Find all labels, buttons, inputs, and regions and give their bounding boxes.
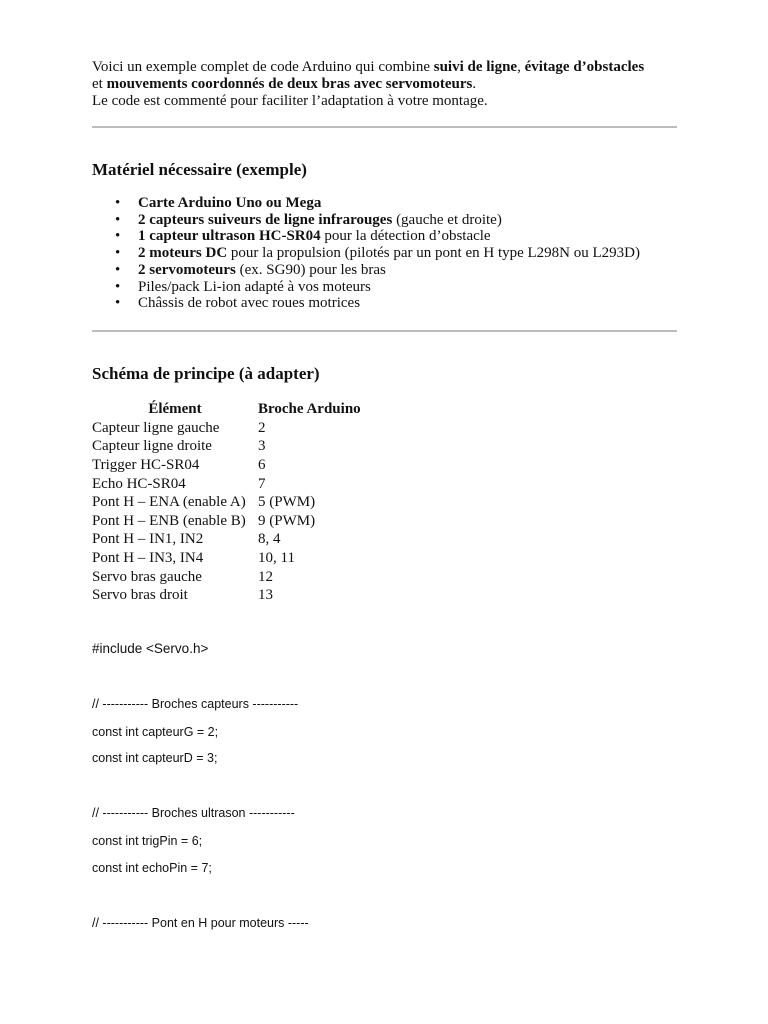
list-item: • 2 moteurs DC pour la propulsion (pilotés par un pont en H type L298N ou L293D) — [115, 245, 641, 262]
horizontal-rule — [92, 126, 677, 128]
table-row — [92, 586, 361, 605]
intro-line-2: et mouvements coordonnés de deux bras avec servomoteurs. — [92, 76, 477, 92]
code-comment-capteurs: // ----------- Broches capteurs ----------- — [92, 697, 299, 711]
bullet-icon: • — [115, 295, 121, 312]
table-row — [92, 438, 361, 457]
intro-paragraph — [92, 59, 677, 110]
pin-table — [92, 400, 361, 605]
table-row — [92, 512, 361, 531]
cell-broche: 12 — [258, 568, 273, 585]
section-title-materiel: Matériel nécessaire (exemple) — [92, 160, 307, 179]
cell-element: Pont H – IN1, IN2 — [92, 531, 204, 548]
cell-broche: 2 — [258, 419, 266, 436]
bullet-icon: • — [115, 278, 121, 295]
cell-broche: 8, 4 — [258, 531, 281, 548]
list-item: • Piles/pack Li-ion adapté à vos moteurs — [115, 278, 371, 295]
column-header-element: Élément — [148, 401, 202, 417]
table-row — [92, 475, 361, 494]
table-row — [92, 493, 361, 512]
code-line-capteurD: const int capteurD = 3; — [92, 751, 218, 765]
table-row — [92, 549, 361, 568]
intro-line-3: Le code est commenté pour faciliter l’adaptation à votre montage. — [92, 93, 488, 109]
code-comment-ultrason: // ----------- Broches ultrason ----------- — [92, 806, 295, 820]
cell-broche: 6 — [258, 456, 266, 473]
bullet-icon: • — [115, 261, 121, 278]
bullet-icon: • — [115, 228, 121, 245]
code-comment-pont: // ----------- Pont en H pour moteurs ----- — [92, 916, 309, 930]
cell-broche: 9 (PWM) — [258, 512, 316, 529]
cell-broche: 10, 11 — [258, 549, 295, 566]
list-item: • 2 servomoteurs (ex. SG90) pour les bras — [115, 261, 386, 278]
table-row — [92, 568, 361, 587]
cell-element: Capteur ligne droite — [92, 438, 212, 455]
intro-line-1: Voici un exemple complet de code Arduino qui combine suivi de ligne, évitage d’obstacles — [92, 59, 645, 75]
cell-element: Echo HC-SR04 — [92, 475, 186, 492]
cell-element: Trigger HC-SR04 — [92, 456, 200, 473]
bullet-icon: • — [115, 195, 121, 211]
table-row — [92, 531, 361, 550]
code-line-echo: const int echoPin = 7; — [92, 861, 212, 875]
cell-broche: 13 — [258, 587, 273, 604]
list-item: • 2 capteurs suiveurs de ligne infrarouges (gauche et droite) — [115, 211, 502, 228]
code-line-capteurG: const int capteurG = 2; — [92, 725, 219, 739]
column-header-broche: Broche Arduino — [258, 401, 361, 417]
list-item: • Carte Arduino Uno ou Mega — [115, 195, 322, 211]
table-row — [92, 419, 361, 438]
code-line-include: #include <Servo.h> — [92, 641, 209, 656]
list-item: • 1 capteur ultrason HC-SR04 pour la détection d’obstacle — [115, 228, 491, 245]
table-header-row — [92, 400, 361, 419]
cell-broche: 5 (PWM) — [258, 494, 316, 511]
cell-broche: 7 — [258, 475, 266, 492]
materiel-list — [92, 195, 640, 312]
cell-element: Pont H – ENA (enable A) — [92, 494, 246, 511]
code-line-trig: const int trigPin = 6; — [92, 834, 203, 848]
cell-element: Servo bras gauche — [92, 568, 202, 585]
section-title-schema: Schéma de principe (à adapter) — [92, 364, 320, 383]
horizontal-rule — [92, 330, 677, 332]
cell-element: Pont H – IN3, IN4 — [92, 549, 204, 566]
cell-broche: 3 — [258, 438, 266, 455]
bullet-icon: • — [115, 245, 121, 262]
cell-element: Pont H – ENB (enable B) — [92, 512, 246, 529]
table-row — [92, 456, 361, 475]
cell-element: Capteur ligne gauche — [92, 419, 220, 436]
cell-element: Servo bras droit — [92, 587, 188, 604]
bullet-icon: • — [115, 211, 121, 228]
list-item: • Châssis de robot avec roues motrices — [115, 295, 361, 312]
